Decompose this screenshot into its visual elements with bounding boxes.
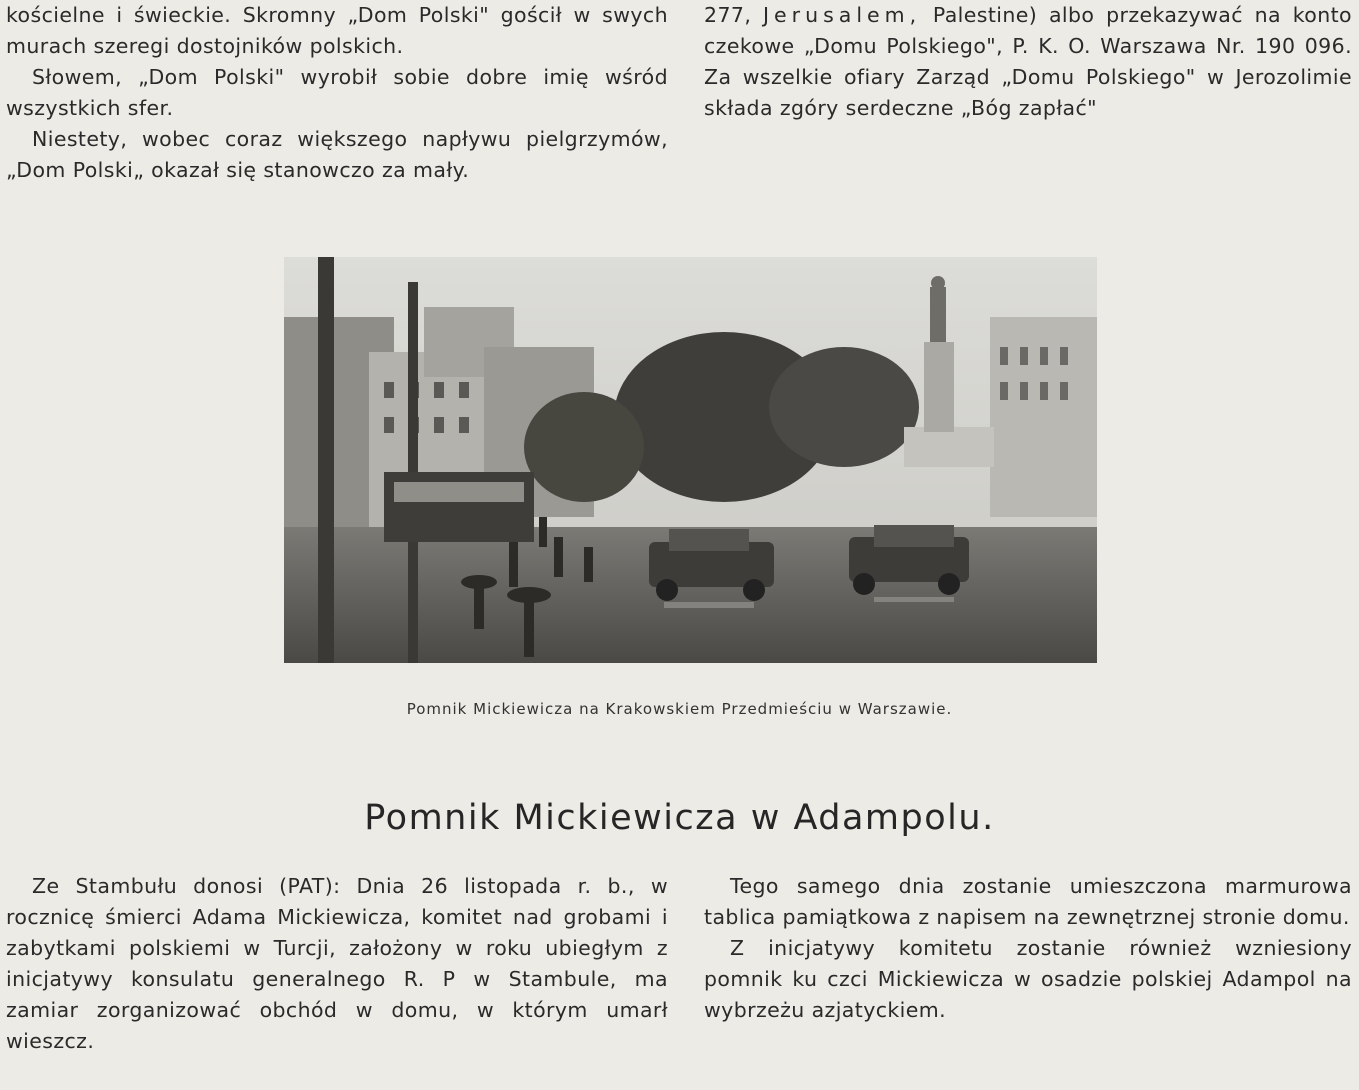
paragraph: Niestety, wobec coraz większego napływu pielgrzymów, „Dom Polski„ okazał się stanowczo za mały. — [6, 127, 668, 182]
text-run-spaced: Jerusalem, — [763, 3, 922, 27]
paragraph: Z inicjatywy komitetu zostanie również wzniesiony pomnik ku czci Mickiewicza w osadzie polskiej Adampol na wybrzeżu azjatyckiem. — [704, 936, 1352, 1022]
top-left-column — [6, 0, 668, 186]
paragraph: Słowem, „Dom Polski" wyrobił sobie dobre imię wśród wszystkich sfer. — [6, 65, 668, 120]
paragraph: Ze Stambułu donosi (PAT): Dnia 26 listopada r. b., w rocznicę śmierci Adama Mickiewicza, komitet nad grobami i zabytkami polskiemi w Turcji, założony w roku ubiegłym z inicjatywy konsulatu generalnego R. P w Stambule, ma zamiar zorganizować obchód w domu, w którym umarł wieszcz. — [6, 874, 668, 1053]
street-photograph — [284, 257, 1097, 663]
top-right-column — [704, 0, 1352, 124]
paragraph: kościelne i świeckie. Skromny „Dom Polski" gościł w swych murach szeregi dostojników polskich. — [6, 3, 668, 58]
text-run: 277, — [704, 3, 752, 27]
text-run: Palestine) albo przekazywać na konto czekowe „Domu Polskiego", P. K. O. Warszawa Nr. 190 096. Za wszelkie ofiary Zarząd „Domu Polskiego" w Jerozolimie składa zgóry serdeczne „Bóg zapłać" — [704, 3, 1352, 120]
paragraph: Tego samego dnia zostanie umieszczona marmurowa tablica pamiątkowa z napisem na zewnętrznej stronie domu. — [704, 874, 1352, 929]
bottom-left-column — [6, 871, 668, 1057]
article-title: Pomnik Mickiewicza w Adampolu. — [364, 798, 995, 838]
photo-caption: Pomnik Mickiewicza na Krakowskiem Przedmieściu w Warszawie. — [406, 700, 953, 718]
bottom-right-column — [704, 871, 1352, 1026]
photo-illustration — [284, 257, 1097, 663]
paragraph — [704, 0, 1352, 124]
